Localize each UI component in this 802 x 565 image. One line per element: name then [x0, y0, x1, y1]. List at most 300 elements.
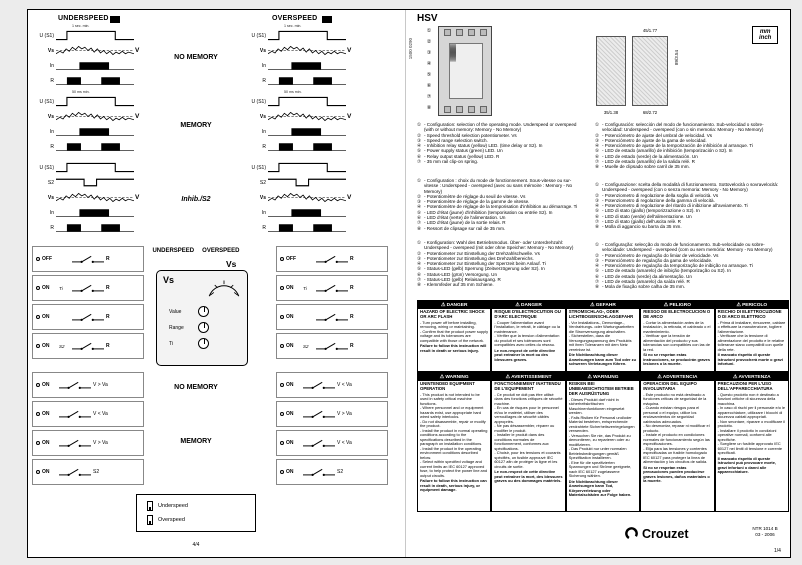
knob-row: [169, 322, 243, 333]
item-text: - Muelle de clipsado sobre carril de 35 mm.: [602, 164, 690, 170]
safety-cell-warning-es: [640, 372, 714, 512]
switch-icon: [147, 501, 153, 511]
item-text: - Configuração: selecção do modo de funcionamento. Sub-velocidade ou sobre-velocidade: Underspeed - overspeed (com ou sem memória: Memory - No Memory): [602, 242, 773, 253]
state-diagram: [276, 372, 388, 398]
relay-label: R: [350, 285, 354, 291]
signal-row: [34, 58, 148, 73]
pulse-waveform: [268, 59, 346, 72]
knob-label: Range: [169, 324, 184, 331]
item-text: - Configuration : choix du mode de fonctionnement. Sous-vitesse ou sur-vitesse : Underspeed - overspeed (avec ou sans mémoire : Memory - No Memory): [424, 178, 573, 194]
legend-item: [417, 282, 585, 287]
v-label: V: [135, 47, 140, 54]
signal-label-r: R: [50, 224, 54, 231]
switch-symbol-icon: [59, 437, 91, 450]
mode-label-inhib: Inhib./S2: [181, 196, 211, 203]
item-text: - Ressort de clipsage sur rail de 35 mm.: [424, 225, 506, 231]
callout-number: ②: [426, 39, 432, 45]
state-label: ON: [42, 440, 50, 446]
danger-body: [418, 321, 490, 344]
underspeed-column-title: UNDERSPEED: [58, 15, 109, 22]
item-number: ①: [417, 240, 422, 245]
signal-row: [246, 175, 360, 190]
signal-row: [34, 124, 148, 139]
item-number: ③: [595, 197, 600, 203]
note-label: Ti: [59, 285, 63, 291]
danger-header: ⚠ GEFAHR: [567, 301, 639, 309]
title-marker-icon: [110, 16, 120, 23]
item-text: - LED d'état (jaune) de la sortie relais. R: [424, 220, 506, 226]
warning-footer: Le non-respect de cette directive peut entraîner la mort, des blessures graves ou des dommages matériels.: [494, 469, 563, 484]
doc-reference: [740, 526, 790, 538]
doc-code-vertical: 1500 0290: [408, 38, 413, 60]
switch-symbol-icon: [303, 379, 335, 392]
warning-line: - Do not disassemble, repair or modify the product.: [420, 418, 486, 429]
state-label: ON: [286, 440, 294, 446]
item-text: - Potenciómetro de regulação da temporização de inibição no arranque. Ti: [602, 263, 753, 269]
warning-line: - Choisir, pour les tensions et courants spécifiés, un fusible approuvé IEC 60127 afin de protéger la ligne et les circuits de sortie.: [494, 450, 561, 469]
relay-label: R: [350, 314, 354, 320]
switch-symbol-icon: [72, 340, 104, 353]
led-icon: [36, 315, 40, 319]
switch-symbol-icon: [59, 408, 91, 421]
wiring-diagram: [276, 246, 388, 272]
state-column-right: [276, 372, 388, 485]
item-text: - Relay output status (yellow) LED. R: [424, 153, 500, 159]
terminal-screw-icon: [456, 29, 463, 36]
timing-diagram-overspeed-inhib: [246, 160, 360, 235]
signal-row: [246, 220, 360, 235]
analog-waveform: [268, 110, 346, 123]
signal-label-vs: Vs: [259, 194, 266, 201]
warning-line: - Where personnel and or equipment hazards exist, use appropriate hard wired safety interlocks.: [420, 405, 484, 420]
safety-cell-danger-fr: [491, 300, 565, 372]
item-number: ③: [417, 199, 422, 205]
item-text: - Status-LED (gelb) Relaisausgang. R: [424, 277, 501, 283]
title-marker-icon: [322, 16, 332, 23]
item-number: ⑧: [417, 282, 422, 288]
danger-body: [567, 321, 639, 353]
safety-table: [417, 300, 789, 512]
doc-ref-number: NTR 1014 B: [752, 526, 778, 531]
led-icon: [280, 257, 284, 261]
wiring-diagram: [32, 246, 144, 272]
signal-label-r: R: [50, 143, 54, 150]
item-number: ④: [417, 261, 422, 267]
callout-number: ③: [426, 50, 432, 56]
signal-row: [34, 220, 148, 235]
safety-cell-danger-it: [715, 300, 789, 372]
item-text: - LED de estado (amarillo) de inhibición (temporización o S2). In: [602, 148, 733, 154]
condition-label: V < Va: [337, 440, 352, 446]
warning-line: - Ce produit ne doit pas être utilisé dans des fonctions critiques de sécurité machine.: [494, 391, 563, 406]
wiring-diagram: [276, 304, 388, 330]
item-text: - LED de estado (verde) da alimentação. Un: [602, 273, 692, 279]
mode-legend-box: [136, 494, 256, 532]
item-text: - Potentiometer zur Einstellung des Drehzahlbereichs.: [424, 255, 534, 261]
signal-label-vs: Vs: [259, 47, 266, 54]
signal-label-s2: S2: [259, 179, 266, 186]
warning-footer: Failure to follow this instruction can result in death, serious injury, or equipment damage.: [420, 478, 487, 493]
item-number: ⑧: [417, 225, 422, 231]
item-number: ⑤: [595, 148, 600, 154]
signal-label-r: R: [262, 143, 266, 150]
warning-line: - This product is not intended to be used in safety critical machine functions.: [420, 391, 480, 406]
signal-row: [34, 28, 148, 43]
danger-row: [417, 300, 789, 372]
item-text: - Speed threshold selection potentiometer. Vs: [424, 132, 517, 138]
item-text: - Inhibition relay status (yellow) LED. (time delay or S2). In: [424, 143, 543, 149]
item-text: - LED d'état (verte) de l'alimentation. Un: [424, 215, 506, 221]
legend-item: [595, 242, 783, 253]
signal-label-r: R: [50, 77, 54, 84]
item-text: - Potentiomètre de réglage de la temporisation d'inhibition au démarrage. Ti: [424, 204, 578, 210]
analog-waveform: [268, 44, 346, 57]
device-drawing: [438, 26, 492, 116]
item-number: ④: [417, 143, 422, 149]
pulse-waveform: [268, 125, 346, 138]
led-icon: [280, 383, 284, 387]
danger-footer: Il mancato rispetto di queste istruzioni provocherà morte o gravi infortuni.: [717, 352, 783, 367]
knob-label: Ti: [169, 340, 173, 347]
units-inch-label: inch: [759, 35, 772, 41]
mode-label-no-memory: NO MEMORY: [174, 54, 218, 61]
danger-header: ⚠ PERICOLO: [716, 301, 788, 309]
signal-label-in: In: [261, 209, 266, 216]
danger-title: RIESGO DE ELECTROCUCION O DE ARCO: [643, 309, 711, 319]
safety-cell-danger-es: [640, 300, 714, 372]
led-icon: [36, 257, 40, 261]
item-text: - Potenciómetro de regulação do limiar de velocidade. Vs: [602, 252, 719, 258]
warning-line: - Elija para las tensiones y corrientes especificadas un fusible homologado IEC 60127 para proteger la línea de alimentación y los circuitos de salida.: [643, 445, 708, 465]
legend-item: [417, 226, 585, 231]
legend-item: [417, 159, 585, 164]
danger-header: ⚠ DANGER: [418, 301, 490, 309]
item-text: - Potenziometro di regolazione della soglia di velocità. Vs: [602, 192, 719, 198]
knob-row: [169, 338, 243, 349]
units-mm-label: mm: [759, 29, 771, 35]
item-text: - Potenziometro di regolazione del ritardo di inibizione all'avviamento. Ti: [602, 203, 748, 209]
signal-row: [246, 109, 360, 124]
danger-body: [716, 321, 788, 353]
v-label: V: [135, 113, 140, 120]
item-number: ①: [595, 182, 600, 187]
signal-row: [246, 73, 360, 88]
overspeed-column-title: OVERSPEED: [272, 15, 318, 22]
lower-label-memory: MEMORY: [180, 438, 212, 445]
pulse-waveform: [56, 59, 134, 72]
switch-symbol-icon: [59, 466, 91, 479]
safety-cell-warning-en: [417, 372, 491, 512]
dim-top: 45/1.77: [642, 28, 658, 33]
timing-diagram-underspeed-inhib: [34, 160, 148, 235]
condition-label: V > Va: [93, 382, 108, 388]
legend-item: [417, 240, 585, 251]
switch-symbol-icon: [316, 340, 348, 353]
knob-icon: [454, 43, 456, 62]
item-number: ④: [595, 143, 600, 149]
switch-symbol-icon: [316, 311, 348, 324]
state-diagram: [32, 372, 144, 398]
item-text: - Potentiomètre de réglage du seuil de vitesse. Vs: [424, 193, 526, 199]
switch-symbol-icon: [59, 379, 91, 392]
item-number: ④: [417, 204, 422, 210]
vs-callout-label: Vs: [226, 259, 237, 269]
state-label: OFF: [286, 256, 296, 262]
state-label: ON: [42, 285, 50, 291]
wiring-column-left: [32, 246, 144, 359]
state-diagram: [276, 430, 388, 456]
pulse-waveform: [268, 206, 346, 219]
switch-symbol-icon: [316, 253, 348, 266]
state-diagram: [32, 430, 144, 456]
product-title: HSV: [417, 13, 438, 24]
warning-footer: Si no se respetan estas precauciones pueden producirse graves lesiones, daños materiales o la muerte.: [643, 464, 710, 484]
lang-section-fr: [417, 178, 585, 231]
warning-line: - Dieses Produkt darf nicht in sicherheitskritischen Maschinenfunktionen eingesetzt werden.: [568, 396, 625, 416]
warning-body: [492, 393, 564, 470]
item-number: ③: [595, 137, 600, 143]
warning-body: [567, 398, 639, 479]
step-waveform: [56, 161, 134, 174]
item-text: - Configuración: selección del modo de funcionamiento. Sub-velocidad o sobre-velocidad: Underspeed - overspeed (con o sin memoria: Memory - No Memory): [602, 122, 764, 133]
s2-waveform: [56, 176, 134, 189]
warning-header: ⚠ WARNUNG: [567, 373, 639, 381]
warning-line: - En cas de risques pour le personnel et/ou le matériel, utiliser des verrouillages de sécurité câblés appropriés.: [494, 405, 559, 424]
condition-label: V > Va: [93, 440, 108, 446]
item-text: - LED de estado (amarillo) de la salida relé. R: [602, 159, 695, 165]
warning-title: UNINTENDED EQUIPMENT OPERATION: [420, 381, 475, 391]
item-number: ③: [595, 257, 600, 263]
led-icon: [280, 344, 284, 348]
warning-title: OPERACION DEL EQUIPO INVOLUNTARIA: [643, 381, 697, 391]
signal-row: [34, 190, 148, 205]
led-icon: [280, 470, 284, 474]
item-number: ②: [417, 193, 422, 199]
state-column-left: [32, 372, 144, 485]
wiring-column-right: [276, 246, 388, 359]
signal-row: [246, 205, 360, 220]
wiring-diagram: [276, 333, 388, 359]
signal-row: [246, 139, 360, 154]
step-waveform: [268, 161, 346, 174]
condition-label: V < Va: [337, 382, 352, 388]
danger-line: - Couper l'alimentation avant l'installation, le retrait, le câblage ou la maintenance.: [494, 319, 561, 334]
danger-line: - Prima di installare, rimuovere, cablare o effettuare la manutenzione, togliere l'alimentazione.: [717, 319, 786, 334]
item-number: ⑦: [595, 279, 600, 285]
device-front-face: [156, 270, 248, 366]
danger-header: ⚠ PELIGRO: [641, 301, 713, 309]
dial-overspeed-label: OVERSPEED: [202, 248, 240, 254]
units-box: [752, 26, 778, 44]
signal-row: [246, 43, 360, 58]
side-view-outline: [596, 36, 626, 106]
switch-symbol-icon: [72, 253, 104, 266]
item-text: - Potenciómetro de ajuste del umbral de velocidad. Vs: [602, 132, 713, 138]
warning-row: [417, 372, 789, 512]
warning-body: [641, 393, 713, 465]
danger-title: RISQUE D'ELECTROCUTION OU D'ARC ELECTRIQUE: [494, 309, 561, 319]
warning-line: - Non smontare, riparare o modificare il prodotto.: [717, 418, 786, 429]
signal-label-u: U (S1): [39, 32, 54, 39]
analog-waveform: [56, 44, 134, 57]
danger-line: - Verificare che la tensione di alimentazione del prodotto e le relative tolleranze siano compatibili con quelle della rete.: [717, 333, 785, 352]
terminal-screw-icon: [480, 29, 487, 36]
state-diagram: [32, 459, 144, 485]
relay-label: R: [106, 343, 110, 349]
condition-label: V > Va: [337, 411, 352, 417]
danger-title: STROMSCHLAG-, ODER LICHTBOGENSCHLAGGEFAHR: [568, 309, 634, 319]
lang-section-it: [595, 182, 783, 230]
item-number: ⑥: [417, 215, 422, 221]
analog-waveform: [56, 191, 134, 204]
legend-item: [595, 182, 783, 193]
front-view-outline: [632, 36, 668, 106]
item-number: ⑤: [595, 208, 600, 214]
timing-diagram-overspeed-memory: [246, 94, 360, 154]
item-number: ⑤: [417, 266, 422, 272]
item-number: ②: [417, 250, 422, 256]
signal-row: [246, 124, 360, 139]
item-text: - Configuration: selection of the operating mode. Underspeed or overspeed (with or without memory: Memory - No Memory): [424, 122, 577, 133]
item-number: ①: [595, 122, 600, 127]
mode-label-memory: MEMORY: [180, 122, 212, 129]
warning-line: - Select within specified voltage and current limits an IEC 60127 approved fuse, to help protect the power line and output circuits.: [420, 459, 488, 478]
state-label: ON: [286, 314, 294, 320]
state-diagram: [276, 459, 388, 485]
analog-waveform: [268, 191, 346, 204]
callout-number: ⑦: [426, 94, 432, 100]
warning-line: - In caso di rischi per il personale e/o le apparecchiature, utilizzare i blocchi di sicurezza cablati appropriati.: [717, 405, 786, 420]
signal-row: [246, 94, 360, 109]
item-text: - LED de estado (verde) de la alimentación. Un: [602, 153, 698, 159]
signal-row: [34, 139, 148, 154]
item-text: - LED di stato (giallo) dell'uscita relè. R: [602, 219, 682, 225]
terminal-screw-icon: [468, 106, 475, 113]
legend-item: [595, 122, 783, 133]
knob-icon: [198, 306, 209, 317]
item-text: - Klemmfeder auf 35 mm Schiene.: [424, 282, 494, 288]
pulse-waveform: [268, 74, 346, 87]
crouzet-logo: [624, 526, 689, 541]
signal-label-in: In: [49, 128, 54, 135]
led-icon: [36, 470, 40, 474]
switch-symbol-icon: [72, 282, 104, 295]
item-number: ②: [595, 132, 600, 138]
warning-title: RISIKEN BEI UNBEABSICHTIGTEM BETRIEB DER AUSRÜSTUNG: [568, 381, 634, 396]
callout-number: ①: [426, 28, 432, 34]
warning-line: - Falls Risiken für Personal und/oder Material bestehen, entsprechende verdrahtete Sicherheitsverriegelungen verwenden.: [568, 414, 635, 434]
state-diagram: [276, 401, 388, 427]
item-text: - Power supply status (green) LED. Un: [424, 148, 503, 154]
signal-label-vs: Vs: [47, 47, 54, 54]
safety-cell-danger-de: [566, 300, 640, 372]
wiring-diagram: [32, 304, 144, 330]
warning-header: ⚠ AVVERTENZA: [716, 373, 788, 381]
danger-footer: Die Nichtbeachtung dieser Anweisungen kann zum Tod oder zu schweren Verletzungen führen.: [568, 352, 636, 367]
warning-header: ⚠ WARNING: [418, 373, 490, 381]
signal-row: [34, 43, 148, 58]
pulse-waveform: [56, 206, 134, 219]
state-label: OFF: [42, 256, 52, 262]
item-text: - LED di stato (verde) dell'alimentazione. Un: [602, 213, 692, 219]
page-number-left: 4/4: [192, 542, 200, 548]
warning-line: - Este producto no está destinado a funciones críticas de seguridad de la máquina.: [643, 391, 707, 406]
item-text: - LED di stato (giallo) (temporizzazione o S2). In: [602, 208, 700, 214]
legend-row-overspeed: [147, 515, 245, 525]
pulse-waveform: [56, 140, 134, 153]
switch-symbol-icon: [72, 311, 104, 324]
dim-width: 35/1.38: [603, 110, 619, 115]
item-number: ①: [417, 122, 422, 127]
warning-line: - Installer le produit dans des conditions normales de fonctionnement, conformes aux spécifications.: [494, 432, 549, 451]
terminal-strip-bottom: [439, 104, 491, 115]
item-number: ⑧: [595, 284, 600, 290]
callout-number: ④: [426, 61, 432, 67]
item-text: - Configurazione: scelta della modalità di funzionamento. Sottovelocità o sovravelocità: Underspeed - overspeed (con o senza memoria: Memory - No Memory): [602, 182, 779, 193]
v-label: V: [347, 47, 352, 54]
pulse-waveform: [56, 125, 134, 138]
note-label: S2: [303, 343, 309, 349]
dial-scale-icon: [205, 274, 243, 298]
page-divider: [405, 10, 406, 557]
signal-row: [34, 94, 148, 109]
item-text: - Status-LED (grün) Versorgung. Un: [424, 271, 498, 277]
signal-label-r: R: [262, 224, 266, 231]
v-label: V: [135, 194, 140, 201]
face-vs-label: Vs: [163, 275, 175, 285]
danger-footer: Le non-respect de cette directive peut entraîner la mort ou des blessures graves.: [494, 347, 556, 362]
item-number: ⑥: [417, 271, 422, 277]
danger-body: [641, 321, 713, 353]
legend-item: [595, 224, 783, 229]
warning-footer: Il mancato rispetto di queste istruzioni può provocare morte, gravi infortuni o danni alle apparecchiature.: [717, 455, 776, 475]
danger-line: - Vérifier que la tension d'alimentation du produit et ses tolérances sont compatibles avec celles du réseau.: [494, 333, 560, 348]
item-number: ⑦: [417, 159, 422, 165]
danger-line: - Turn power off before installing, removing, wiring or maintaining.: [420, 319, 477, 330]
legend-label: Underspeed: [158, 503, 188, 509]
state-label: ON: [286, 285, 294, 291]
state-label: ON: [42, 382, 50, 388]
warning-body: [418, 393, 490, 479]
lang-section-es: [595, 122, 783, 170]
brand-name: Crouzet: [642, 526, 689, 541]
lang-section-pt: [595, 242, 783, 290]
item-number: ⑥: [595, 273, 600, 279]
led-icon: [280, 286, 284, 290]
warning-header: ⚠ AVERTISSEMENT: [492, 373, 564, 381]
item-number: ②: [595, 192, 600, 198]
item-text: - Potenziometro di regolazione della gamma di velocità.: [602, 197, 715, 203]
wiring-diagram: [32, 275, 144, 301]
warning-line: - Eine für die spezifizierten Spannungen und Ströme geeignete, nach IEC 60127 zugelassene Sicherung wählen.: [568, 459, 632, 479]
safety-cell-warning-fr: [491, 372, 565, 512]
switch-symbol-icon: [303, 466, 335, 479]
condition-label: S2: [337, 469, 344, 475]
danger-footer: Failure to follow this instruction will result in death or serious injury.: [420, 343, 487, 353]
item-number: ⑥: [595, 153, 600, 159]
terminal-screw-icon: [468, 29, 475, 36]
callout-number: ⑤: [426, 72, 432, 78]
terminal-screw-icon: [480, 106, 487, 113]
crouzet-logo-mark-icon: [624, 526, 639, 541]
signal-label-r: R: [262, 77, 266, 84]
relay-label: R: [350, 343, 354, 349]
timing-note: 50 ms min.: [72, 90, 90, 94]
item-number: ④: [595, 203, 600, 209]
danger-title: HAZARD OF ELECTRIC SHOCK OR ARC FLASH: [420, 309, 485, 319]
dimension-drawing: [588, 24, 698, 120]
danger-line: - Sicherstellen, dass die Versorgungsspannung des Produkts mit ihren Toleranzen mit dem Netz vereinbar ist.: [568, 333, 632, 352]
